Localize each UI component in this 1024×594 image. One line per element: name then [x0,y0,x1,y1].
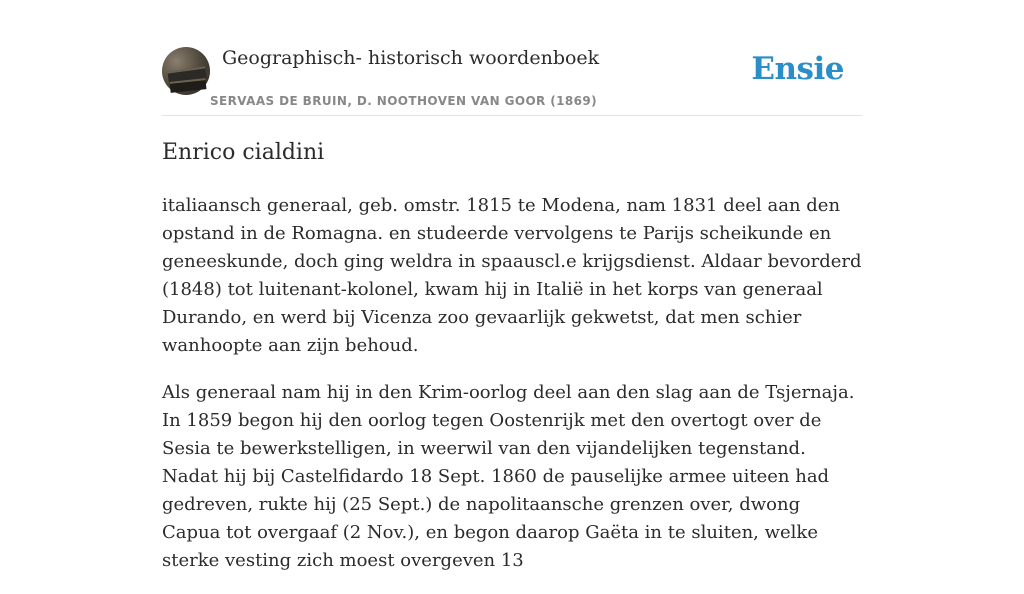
entry-paragraph: Als generaal nam hij in den Krim-oorlog deel aan den slag aan de Tsjernaja. In 1859 begon hij den oorlog tegen Oostenrijk met den overtogt over de Sesia te bewerkstelligen, in weerwil van den vijandelijken tegenstand. Nadat hij bij Castelfidardo 18 Sept. 1860 de pauselijke armee uiteen had gedreven, rukte hij (25 Sept.) de napolitaansche grenzen over, dwong Capua tot overgaaf (2 Nov.), en begon daarop Gaëta in te sluiten, welke sterke vesting zich moest overgeven 13 [162,382,855,571]
header [162,47,862,116]
book-icon [170,78,207,93]
entry-title: Enrico cialdini [162,140,325,165]
entry-content [162,192,862,594]
book-cover-avatar[interactable] [162,47,210,95]
book-title-link[interactable]: Geographisch- historisch woordenboek [222,47,600,69]
entry-paragraph: italiaansch generaal, geb. omstr. 1815 te Modena, nam 1831 deel aan den opstand in de Romagna. en studeerde vervolgens te Parijs scheikunde en geneeskunde, doch ging weldra in spaauscl.e krijgsdienst. Aldaar bevorderd (1848) tot luitenant-kolonel, kwam hij in Italië in het korps van generaal Durando, en werd bij Vicenza zoo gevaarlijk gekwetst, dat men schier wanhoopte aan zijn behoud. [162,195,862,356]
book-authors: SERVAAS DE BRUIN, D. NOOTHOVEN VAN GOOR (1869) [210,94,598,108]
brand-logo-link[interactable]: Ensie [751,51,844,87]
